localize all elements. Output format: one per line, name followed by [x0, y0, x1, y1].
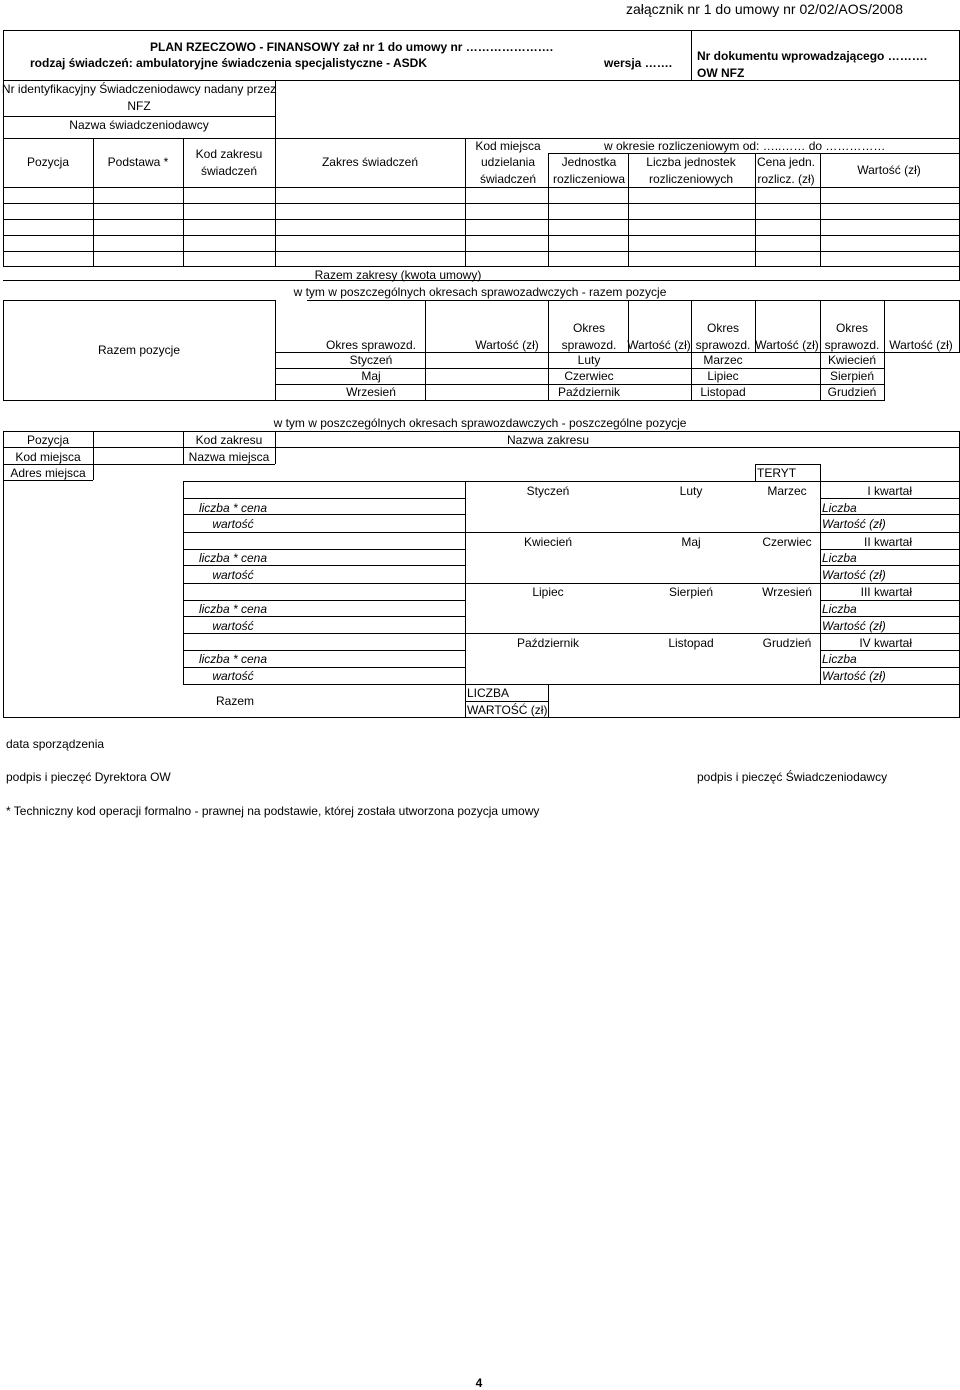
q2-month-3: Czerwiec	[762, 535, 812, 549]
col-cena-2: rozlicz. (zł)	[757, 172, 815, 186]
sprawozd-3: sprawozd.	[695, 338, 751, 352]
month-cell: Kwiecień	[827, 353, 877, 367]
liczba-caps: LICZBA	[467, 686, 510, 700]
razem-zakresy: Razem zakresy (kwota umowy)	[314, 268, 482, 282]
okres-2: Okres	[572, 321, 606, 335]
q3-month-3: Wrzesień	[762, 585, 812, 599]
wartosc-zl-row: Wartość (zł)	[822, 517, 886, 531]
q1-month-2: Luty	[679, 484, 703, 498]
col-cena: Cena jedn.	[756, 155, 816, 169]
liczba-cena: liczba * cena	[198, 551, 268, 565]
okres-3: Okres	[706, 321, 740, 335]
okres-sprawozd-1: Okres sprawozd.	[325, 338, 417, 352]
provider-id-label-2: NFZ	[127, 99, 151, 113]
q2-month-1: Kwiecień	[523, 535, 573, 549]
q1-month-3: Marzec	[767, 484, 807, 498]
col-kod-miejsca: Kod miejsca	[475, 139, 541, 153]
month-cell: Październik	[557, 385, 621, 399]
col-jednostka: Jednostka	[561, 155, 617, 169]
detail-teryt: TERYT	[757, 466, 797, 480]
q3-month-1: Lipiec	[532, 585, 564, 599]
wartosc-row: wartość	[212, 619, 254, 633]
q4-month-2: Listopad	[668, 636, 714, 650]
okres-4: Okres	[835, 321, 869, 335]
month-cell: Sierpień	[829, 369, 875, 383]
col-zakres: Zakres świadczeń	[321, 155, 419, 169]
wartosc-4: Wartość (zł)	[889, 338, 953, 352]
detail-nazwa-zakresu: Nazwa zakresu	[506, 433, 590, 447]
detail-adres-miejsca: Adres miejsca	[10, 466, 86, 480]
col-jednostka-2: rozliczeniowa	[552, 172, 626, 186]
detail-title: w tym w poszczególnych okresach sprawozdawczych - poszczególne pozycje	[273, 416, 687, 430]
q4-month-1: Październik	[516, 636, 580, 650]
ow-nfz-label: OW NFZ	[697, 66, 745, 80]
detail-kod-zakresu: Kod zakresu	[195, 433, 263, 447]
attachment-label: załącznik nr 1 do umowy nr 02/02/AOS/2008	[625, 1, 903, 17]
wartosc-3: Wartość (zł)	[755, 338, 819, 352]
month-cell: Marzec	[703, 353, 743, 367]
doc-number-label: Nr dokumentu wprowadzającego ……….	[697, 49, 928, 63]
plan-title: PLAN RZECZOWO - FINANSOWY zał nr 1 do umowy nr ………………….	[150, 40, 554, 54]
month-cell: Czerwiec	[564, 369, 614, 383]
wartosc-zl-row: Wartość (zł)	[822, 669, 886, 683]
provider-id-label: Nr identyfikacyjny Świadczeniodawcy nadany przez	[1, 82, 277, 96]
q2-label: II kwartał	[863, 535, 912, 549]
month-cell: Listopad	[700, 385, 746, 399]
sprawozd-4: sprawozd.	[824, 338, 880, 352]
col-kod-zakresu: Kod zakresu	[195, 147, 263, 161]
q1-month-1: Styczeń	[526, 484, 570, 498]
col-wartosc: Wartość (zł)	[857, 163, 921, 177]
col-kod-zakresu-2: świadczeń	[200, 164, 258, 178]
month-cell: Lipiec	[707, 369, 739, 383]
col-podstawa: Podstawa *	[107, 155, 169, 169]
podpis-swiadczeniodawcy: podpis i pieczęć Świadczeniodawcy	[697, 770, 888, 784]
liczba-cena: liczba * cena	[198, 652, 268, 666]
razem-label: Razem	[215, 694, 255, 708]
wartosc-row: wartość	[212, 669, 254, 683]
col-liczba: Liczba jednostek	[646, 155, 736, 169]
q1-label: I kwartał	[867, 484, 912, 498]
month-cell: Styczeń	[349, 353, 393, 367]
col-kod-miejsca-2: udzielania	[480, 155, 536, 169]
wartosc-zl-row: Wartość (zł)	[822, 619, 886, 633]
col-pozycja: Pozycja	[26, 155, 70, 169]
page-number: 4	[475, 1376, 483, 1390]
data-sporzadzenia: data sporządzenia	[6, 737, 105, 751]
wartosc-zl-row: Wartość (zł)	[822, 568, 886, 582]
liczba-row: Liczba	[822, 652, 857, 666]
q3-label: III kwartał	[860, 585, 912, 599]
wartosc-row: wartość	[212, 517, 254, 531]
q4-label: IV kwartał	[859, 636, 912, 650]
razem-pozycje: Razem pozycje	[97, 343, 181, 357]
service-type: rodzaj świadczeń: ambulatoryjne świadczenia specjalistyczne - ASDK	[30, 56, 428, 70]
liczba-cena: liczba * cena	[198, 602, 268, 616]
month-cell: Wrzesień	[346, 385, 396, 399]
q2-month-2: Maj	[681, 535, 701, 549]
w-tym-razem: w tym w poszczególnych okresach sprawozadwczych - razem pozycje	[293, 285, 667, 299]
month-cell: Grudzień	[827, 385, 877, 399]
month-cell: Luty	[577, 353, 601, 367]
version-label: wersja …….	[604, 56, 673, 70]
detail-pozycja: Pozycja	[26, 433, 70, 447]
wartosc-row: wartość	[212, 568, 254, 582]
podpis-dyrektora: podpis i pieczęć Dyrektora OW	[6, 770, 171, 784]
period-label: w okresie rozliczeniowym od: …..…… do ……………	[604, 139, 886, 153]
sprawozd-2: sprawozd.	[561, 338, 617, 352]
wartosc-caps: WARTOŚĆ (zł)	[467, 703, 548, 717]
footnote: * Techniczny kod operacji formalno - prawnej na podstawie, której została utworzona pozycja umowy	[6, 804, 540, 818]
liczba-row: Liczba	[822, 602, 857, 616]
month-cell: Maj	[361, 369, 381, 383]
detail-kod-miejsca: Kod miejsca	[15, 450, 81, 464]
wartosc-2: Wartość (zł)	[627, 338, 691, 352]
provider-name-label: Nazwa świadczeniodawcy	[69, 118, 209, 132]
q3-month-2: Sierpień	[668, 585, 714, 599]
q4-month-3: Grudzień	[762, 636, 812, 650]
col-liczba-2: rozliczeniowych	[648, 172, 734, 186]
col-kod-miejsca-3: świadczeń	[479, 172, 537, 186]
liczba-row: Liczba	[822, 501, 857, 515]
liczba-row: Liczba	[822, 551, 857, 565]
detail-nazwa-miejsca: Nazwa miejsca	[188, 450, 270, 464]
liczba-cena: liczba * cena	[198, 501, 268, 515]
wartosc-1: Wartość (zł)	[475, 338, 539, 352]
